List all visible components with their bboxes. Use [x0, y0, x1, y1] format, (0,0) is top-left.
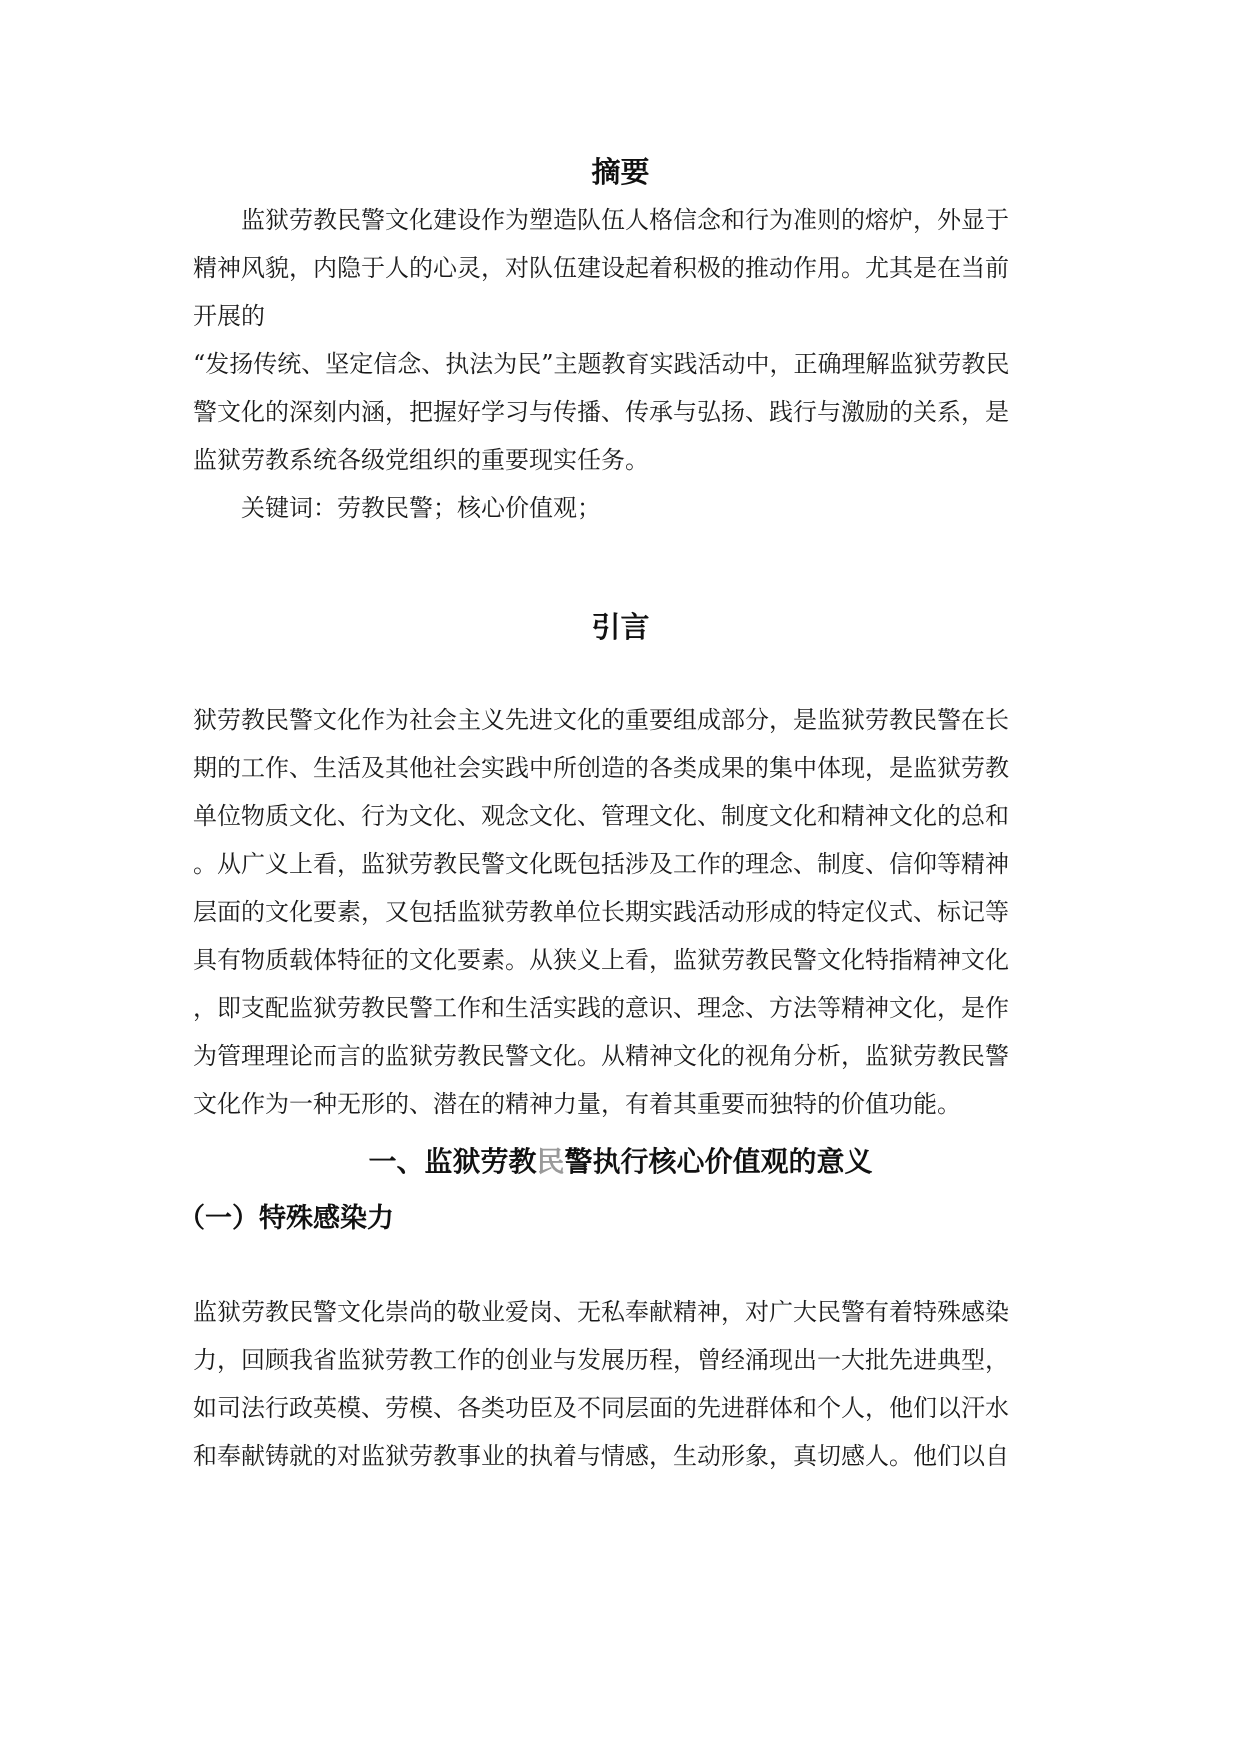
- abstract-line: “发扬传统、坚定信念、执法为民”主题教育实践活动中，正确理解监狱劳教民: [193, 350, 1010, 378]
- intro-line: 。从广义上看，监狱劳教民警文化既包括涉及工作的理念、制度、信仰等精神: [193, 850, 1009, 878]
- intro-line: 具有物质载体特征的文化要素。从狭义上看，监狱劳教民警文化特指精神文化: [193, 946, 1009, 974]
- abstract-title: 摘要: [591, 155, 650, 189]
- abstract-line: 警文化的深刻内涵，把握好学习与传播、传承与弘扬、践行与激励的关系，是: [193, 398, 1009, 426]
- subsection-line: 监狱劳教民警文化崇尚的敬业爱岗、无私奉献精神，对广大民警有着特殊感染: [193, 1298, 1009, 1326]
- intro-line: 为管理理论而言的监狱劳教民警文化。从精神文化的视角分析，监狱劳教民警: [193, 1042, 1009, 1070]
- intro-line: 狱劳教民警文化作为社会主义先进文化的重要组成部分，是监狱劳教民警在长: [193, 706, 1009, 734]
- subsection-line: 和奉献铸就的对监狱劳教事业的执着与情感，生动形象，真切感人。他们以自: [193, 1442, 1009, 1470]
- subsection-1-title: （一）特殊感染力: [178, 1203, 394, 1234]
- subsection-line: 力，回顾我省监狱劳教工作的创业与发展历程，曾经涌现出一大批先进典型，: [193, 1346, 1009, 1374]
- section-1-title-faded-char: 民: [536, 1145, 565, 1178]
- intro-line: ，即支配监狱劳教民警工作和生活实践的意识、理念、方法等精神文化，是作: [193, 994, 1009, 1022]
- abstract-line: 开展的: [193, 302, 265, 330]
- abstract-line: 监狱劳教系统各级党组织的重要现实任务。: [193, 446, 649, 474]
- intro-line: 文化作为一种无形的、潜在的精神力量，有着其重要而独特的价值功能。: [193, 1090, 961, 1118]
- abstract-line: 精神风貌，内隐于人的心灵，对队伍建设起着积极的推动作用。尤其是在当前: [193, 254, 1009, 282]
- keywords: 关键词：劳教民警；核心价值观；: [241, 494, 601, 522]
- subsection-1-body: [193, 1288, 1048, 1480]
- intro-line: 期的工作、生活及其他社会实践中所创造的各类成果的集中体现，是监狱劳教: [193, 754, 1009, 782]
- abstract-line: 监狱劳教民警文化建设作为塑造队伍人格信念和行为准则的熔炉，外显于: [241, 206, 1009, 234]
- section-1-title-part2: 警执行核心价值观的意义: [564, 1145, 873, 1178]
- section-1-title-part1: 一、监狱劳教: [368, 1145, 537, 1178]
- section-1-title: [193, 1140, 1048, 1180]
- intro-line: 层面的文化要素，又包括监狱劳教单位长期实践活动形成的特定仪式、标记等: [193, 898, 1009, 926]
- intro-title: 引言: [591, 610, 650, 644]
- abstract-body: [193, 196, 1048, 532]
- subsection-line: 如司法行政英模、劳模、各类功臣及不同层面的先进群体和个人，他们以汗水: [193, 1394, 1009, 1422]
- intro-line: 单位物质文化、行为文化、观念文化、管理文化、制度文化和精神文化的总和: [193, 802, 1009, 830]
- intro-body: [193, 696, 1048, 1128]
